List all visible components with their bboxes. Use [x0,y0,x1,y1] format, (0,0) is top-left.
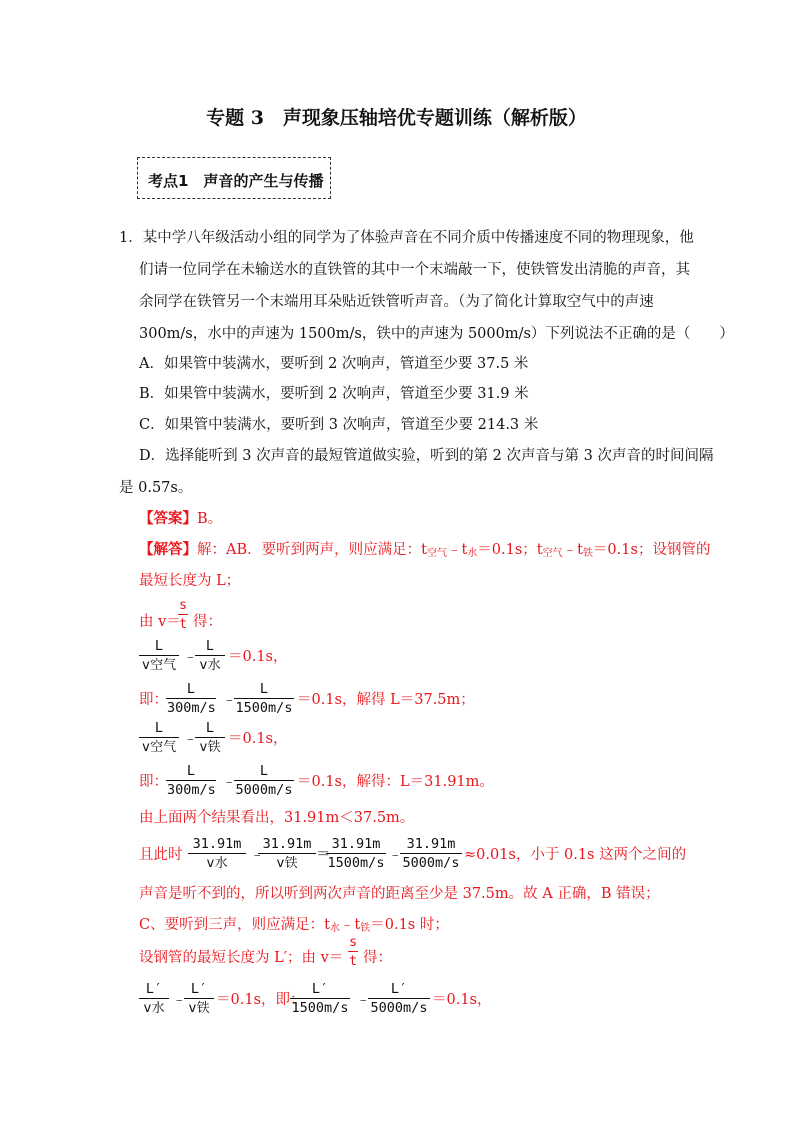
denominator-var: v [206,855,215,871]
fraction-eq4-b [234,763,294,799]
analysis-text: ＝0.1s 时； [370,917,449,933]
minus-sign: ﹣ [222,692,237,708]
question-line-2: 们请一位同学在未输送水的直铁管的其中一个末端敲一下，使铁管发出清脆的声音，其 [139,262,690,278]
numerator: L [195,638,225,656]
numerator: L [139,720,179,738]
comparison-line: 由上面两个结果看出，31.91m＜37.5m。 [139,810,415,826]
minus-sign: ﹣ [172,992,187,1008]
numerator: s [349,934,358,950]
denominator-var: v [188,1000,197,1016]
analysis-label: 【解答】 [139,541,197,558]
analysis-text: ﹣t [562,542,583,558]
fraction-eq6-a [139,981,169,1017]
fraction-eq3-b [195,720,225,756]
analysis-text: ﹣t [446,542,468,558]
option-a: A．如果管中装满水，要听到 2 次响声，管道至少要 37.5 米 [139,356,529,372]
denominator-var: v [141,739,151,755]
denominator: t [349,953,358,969]
formula-intro-post: 得： [193,614,222,630]
minus-sign: ﹣ [356,992,371,1008]
denominator: 5000m/s [402,855,460,871]
numerator: L′ [290,981,350,999]
analysis-text: ﹣t [339,917,361,933]
option-d-line-2: 是 0.57s。 [119,480,193,496]
numerator: 31.91m [326,836,386,854]
answer-label: 【答案】 [139,510,197,527]
answer [139,509,222,529]
minus-sign: ﹣ [183,649,198,665]
numerator: L [166,681,216,699]
section-title: 考点1 声音的产生与传播 [148,172,324,190]
fraction-eq5-c [326,836,386,872]
denominator: t [179,616,188,632]
denominator-var: v [199,657,208,673]
analysis-c-line [139,915,449,939]
eq5-prefix: 且此时 [139,847,183,863]
equals-sign: ＝ [316,847,331,863]
analysis-text: ＝0.1s；t [477,542,543,558]
fraction-eq5-a [188,836,246,872]
eq2-prefix: 即： [139,692,168,708]
denominator: 1500m/s [327,855,385,871]
subscript: 铁 [582,548,593,559]
fraction-s-over-t [178,597,188,633]
fraction-eq6-b [184,981,214,1017]
page-title: 专题 3 声现象压轴培优专题训练（解析版） [206,107,587,129]
numerator: s [179,597,188,613]
subscript: 空气 [542,548,563,559]
numerator: L′ [184,981,214,999]
minus-sign: ﹣ [222,774,237,790]
analysis-c2-post: 得： [363,950,392,966]
denominator: 300m/s [167,700,216,716]
fraction-eq5-b [258,836,316,872]
numerator: 31.91m [400,836,462,854]
fraction-eq3-a [139,720,179,756]
analysis-text: C、要听到三声，则应满足：t [139,917,330,933]
denominator-sub: 水 [207,658,221,673]
denominator-sub: 铁 [284,856,298,871]
numerator: L′ [368,981,430,999]
minus-sign: ﹣ [388,847,403,863]
denominator: 1500m/s [235,700,293,716]
eq2-result: ＝0.1s，解得 L＝37.5m； [297,692,475,708]
denominator-sub: 空气 [150,740,177,755]
denominator-sub: 铁 [207,740,221,755]
denominator-var: v [276,855,285,871]
fraction-s-over-t-2 [348,934,358,970]
numerator: L [139,638,179,656]
fraction-eq6-c [290,981,350,1017]
formula-intro-text: 由 v＝ [139,614,181,630]
conclusion-line: 声音是听不到的，所以听到两次声音的距离至少是 37.5m。故 A 正确，B 错误； [139,886,660,902]
subscript: 铁 [360,923,371,934]
numerator: 31.91m [258,836,316,854]
denominator: 300m/s [167,782,216,798]
numerator: L′ [139,981,169,999]
option-d-line-1: D．选择能听到 3 次声音的最短管道做实验，听到的第 2 次声音与第 3 次声音的时间间隔 [139,448,714,464]
numerator: L [234,681,294,699]
analysis-c2-text: 设钢管的最短长度为 L′；由 v＝ [139,950,344,966]
fraction-eq2-b [234,681,294,717]
eq6-result: ＝0.1s， [432,992,492,1008]
option-b: B．如果管中装满水，要听到 2 次响声，管道至少要 31.9 米 [139,386,529,402]
subscript: 水 [329,923,340,934]
option-c: C．如果管中装满水，要听到 3 次响声，管道至少要 214.3 米 [139,417,539,433]
fraction-eq5-d [400,836,462,872]
denominator-sub: 水 [214,856,228,871]
denominator-sub: 铁 [196,1001,210,1016]
eq3-result: ＝0.1s， [228,731,288,747]
fraction-eq2-a [166,681,216,717]
eq5-result: ≈0.01s，小于 0.1s 这两个之间的 [464,847,687,863]
question-line-3: 余同学在铁管另一个末端用耳朵贴近铁管听声音。（为了简化计算取空气中的声速 [139,294,654,310]
analysis-text: ＝0.1s；设钢管的 [592,542,711,558]
minus-sign: ﹣ [250,847,265,863]
denominator-var: v [199,739,208,755]
fraction-eq1-a [139,638,179,674]
denominator-sub: 空气 [150,658,177,673]
eq1-result: ＝0.1s， [228,649,288,665]
numerator: L [195,720,225,738]
analysis-text: 解：AB．要听到两声，则应满足：t [197,542,427,558]
denominator-var: v [141,657,151,673]
numerator: L [234,763,294,781]
section-box [137,157,331,199]
subscript: 空气 [426,548,447,559]
question-line-1: 1．某中学八年级活动小组的同学为了体验声音在不同介质中传播速度不同的物理现象，他 [119,230,694,246]
analysis-line-1 [139,540,710,564]
denominator: 5000m/s [235,782,293,798]
eq6-mid: ＝0.1s，即： [216,992,305,1008]
numerator: L [166,763,216,781]
eq4-result: ＝0.1s，解得：L＝31.91m。 [297,774,494,790]
denominator-var: v [143,1000,152,1016]
fraction-eq4-a [166,763,216,799]
analysis-line-2: 最短长度为 L； [139,573,241,589]
question-line-4: 300m/s，水中的声速为 1500m/s，铁中的声速为 5000m/s）下列说法不正确的是（ ） [139,326,734,342]
denominator: 5000m/s [370,1000,428,1016]
answer-value: B。 [197,511,223,527]
denominator: 1500m/s [291,1000,349,1016]
fraction-eq6-d [368,981,430,1017]
subscript: 水 [467,548,478,559]
fraction-eq1-b [195,638,225,674]
denominator-sub: 水 [151,1001,165,1016]
numerator: 31.91m [188,836,246,854]
minus-sign: ﹣ [183,731,198,747]
eq4-prefix: 即： [139,774,168,790]
